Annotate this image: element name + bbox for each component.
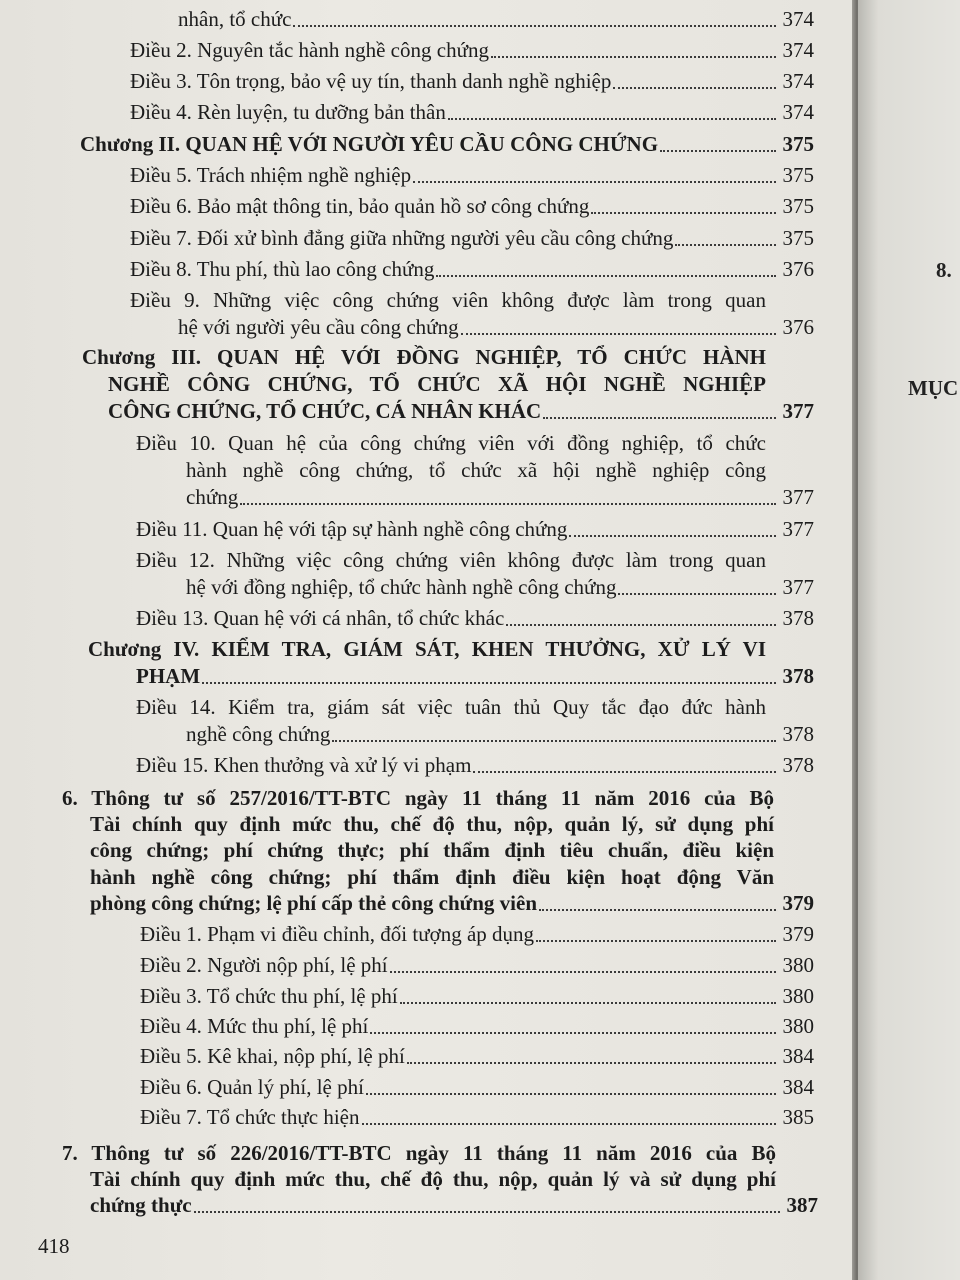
toc-leader-dots [407,1062,776,1064]
toc-page-number: 378 [782,722,814,746]
toc-leader-dots [675,244,776,246]
toc-page-number: 377 [782,517,814,541]
page-number: 418 [38,1234,70,1258]
toc-leader-dots [613,87,776,89]
toc-entry [136,605,814,631]
toc-entry [140,1013,814,1039]
toc-leader-dots [240,503,776,505]
toc-entry-title: phòng công chứng; lệ phí cấp thẻ công chứng viên [90,891,538,915]
toc-section-entry [90,1192,818,1218]
toc-section-title-line: 6. Thông tư số 257/2016/TT-BTC ngày 11 tháng 11 năm 2016 của Bộ [62,786,774,810]
toc-entry-title: nghề công chứng [186,722,331,746]
toc-leader-dots [370,1032,776,1034]
toc-page-number: 379 [782,891,814,915]
toc-entry-title: Điều 5. Trách nhiệm nghề nghiệp [130,163,412,187]
toc-leader-dots [332,740,776,742]
toc-entry-title-line: Điều 10. Quan hệ của công chứng viên với đồng nghiệp, tổ chức [136,431,766,455]
toc-page-number: 385 [782,1105,814,1129]
toc-entry-title: chứng thực [90,1193,192,1217]
toc-page-number: 374 [782,100,814,124]
toc-leader-dots [194,1211,780,1213]
toc-page-number: 375 [782,194,814,218]
toc-entry-title: Điều 6. Quản lý phí, lệ phí [140,1075,364,1099]
toc-leader-dots [366,1093,776,1095]
toc-page-number: 378 [782,753,814,777]
toc-entry [130,68,814,94]
toc-page-number: 384 [782,1075,814,1099]
toc-entry [178,314,814,340]
toc-entry-title: chứng [186,485,239,509]
toc-leader-dots [491,56,776,58]
toc-entry [136,752,814,778]
toc-entry-title: Điều 3. Tổ chức thu phí, lệ phí [140,984,398,1008]
toc-leader-dots [539,909,776,911]
toc-leader-dots [461,333,776,335]
toc-section-entry [90,890,814,916]
toc-entry-title: Điều 7. Đối xử bình đẳng giữa những người yêu cầu công chứng [130,226,674,250]
toc-entry-title-line: Điều 9. Những việc công chứng viên không được làm trong quan [130,288,766,312]
toc-leader-dots [390,971,776,973]
toc-entry [130,256,814,282]
toc-entry-title: Điều 8. Thu phí, thù lao công chứng [130,257,435,281]
toc-leader-dots [506,624,776,626]
toc-section-title-line: Tài chính quy định mức thu, chế độ thu, nộp, quản lý và sử dụng phí [90,1167,776,1191]
toc-leader-dots [569,535,776,537]
toc-chapter-title-line: NGHỀ CÔNG CHỨNG, TỔ CHỨC XÃ HỘI NGHỀ NGHIỆP [108,372,766,396]
toc-entry [186,484,814,510]
toc-section-title-line: hành nghề công chứng; phí thẩm định điều kiện hoạt động Văn [90,865,774,889]
toc-entry [140,983,814,1009]
toc-entry [140,1104,814,1130]
toc-page-number: 377 [782,399,814,423]
toc-entry-title: Điều 11. Quan hệ với tập sự hành nghề công chứng [136,517,568,541]
toc-chapter-entry [108,398,814,424]
toc-chapter-title-line: Chương III. QUAN HỆ VỚI ĐỒNG NGHIỆP, TỔ CHỨC HÀNH [82,345,766,369]
toc-page-number: 374 [782,7,814,31]
toc-entry-title-line: Điều 14. Kiểm tra, giám sát việc tuân thủ Quy tắc đạo đức hành [136,695,766,719]
toc-leader-dots [618,593,776,595]
toc-entry-title-line: Điều 12. Những việc công chứng viên không được làm trong quan [136,548,766,572]
toc-entry-title: Điều 3. Tôn trọng, bảo vệ uy tín, thanh danh nghề nghiệp [130,69,612,93]
toc-page-number: 375 [782,132,814,156]
toc-page-number: 380 [782,984,814,1008]
toc-entry [130,37,814,63]
toc-leader-dots [362,1123,777,1125]
toc-entry [140,952,814,978]
toc-leader-dots [536,940,776,942]
toc-page-number: 379 [782,922,814,946]
toc-page-number: 380 [782,1014,814,1038]
book-page-right-edge [858,0,960,1280]
toc-entry-title: Điều 2. Người nộp phí, lệ phí [140,953,388,977]
toc-entry-title: PHẠM [136,664,201,688]
toc-page-number: 378 [782,664,814,688]
toc-page-number: 374 [782,38,814,62]
side-page-heading-fragment: MỤC [908,376,959,400]
toc-leader-dots [202,682,776,684]
toc-entry-title: Điều 1. Phạm vi điều chỉnh, đối tượng áp dụng [140,922,535,946]
toc-leader-dots [473,771,776,773]
toc-page-number: 387 [786,1193,818,1217]
toc-page-number: 374 [782,69,814,93]
toc-entry [130,225,814,251]
toc-entry [186,574,814,600]
toc-leader-dots [448,118,776,120]
toc-entry-title: Điều 2. Nguyên tắc hành nghề công chứng [130,38,489,62]
toc-leader-dots [660,150,776,152]
toc-entry-title: Điều 13. Quan hệ với cá nhân, tổ chức khác [136,606,505,630]
toc-page-number: 377 [782,485,814,509]
toc-entry-title: CÔNG CHỨNG, TỔ CHỨC, CÁ NHÂN KHÁC [108,399,542,423]
toc-page-number: 378 [782,606,814,630]
toc-entry-title-line: hành nghề công chứng, tổ chức xã hội nghề nghiệp công [186,458,766,482]
toc-leader-dots [543,417,776,419]
toc-entry-title: Điều 15. Khen thưởng và xử lý vi phạm [136,753,472,777]
toc-entry-title: nhân, tổ chức [178,7,292,31]
toc-entry [186,721,814,747]
toc-chapter-title-line: Chương IV. KIỂM TRA, GIÁM SÁT, KHEN THƯỞNG, XỬ LÝ VI [88,637,766,661]
toc-entry-title: hệ với đồng nghiệp, tổ chức hành nghề công chứng [186,575,617,599]
toc-section-title-line: 7. Thông tư số 226/2016/TT-BTC ngày 11 tháng 11 năm 2016 của Bộ [62,1141,776,1165]
toc-page-number: 376 [782,257,814,281]
toc-leader-dots [400,1002,776,1004]
toc-page-number: 375 [782,226,814,250]
toc-leader-dots [293,25,776,27]
toc-entry-title: Điều 5. Kê khai, nộp phí, lệ phí [140,1044,405,1068]
toc-section-title-line: công chứng; phí chứng thực; phí thẩm định tiêu chuẩn, điều kiện [90,838,774,862]
toc-entry [130,193,814,219]
toc-entry-title: Điều 4. Mức thu phí, lệ phí [140,1014,369,1038]
toc-entry-title: hệ với người yêu cầu công chứng [178,315,459,339]
toc-entry [178,6,814,32]
toc-entry [140,1074,814,1100]
toc-entry-title: Điều 7. Tổ chức thực hiện [140,1105,360,1129]
toc-page-number: 376 [782,315,814,339]
toc-leader-dots [591,212,776,214]
toc-section-title-line: Tài chính quy định mức thu, chế độ thu, nộp, quản lý, sử dụng phí [90,812,774,836]
toc-leader-dots [436,275,776,277]
toc-page-number: 384 [782,1044,814,1068]
toc-page-number: 380 [782,953,814,977]
toc-entry [140,921,814,947]
toc-entry-title: Điều 4. Rèn luyện, tu dưỡng bản thân [130,100,446,124]
toc-leader-dots [413,181,776,183]
toc-chapter-entry [80,131,814,157]
toc-page-number: 375 [782,163,814,187]
toc-entry [136,516,814,542]
toc-entry-title: Chương II. QUAN HỆ VỚI NGƯỜI YÊU CẦU CÔNG CHỨNG [80,132,659,156]
toc-entry-title: Điều 6. Bảo mật thông tin, bảo quản hồ sơ công chứng [130,194,590,218]
toc-entry [130,99,814,125]
toc-page-number: 377 [782,575,814,599]
toc-entry [130,162,814,188]
side-page-number-label: 8. [936,258,952,282]
toc-chapter-entry [136,663,814,689]
toc-entry [140,1043,814,1069]
